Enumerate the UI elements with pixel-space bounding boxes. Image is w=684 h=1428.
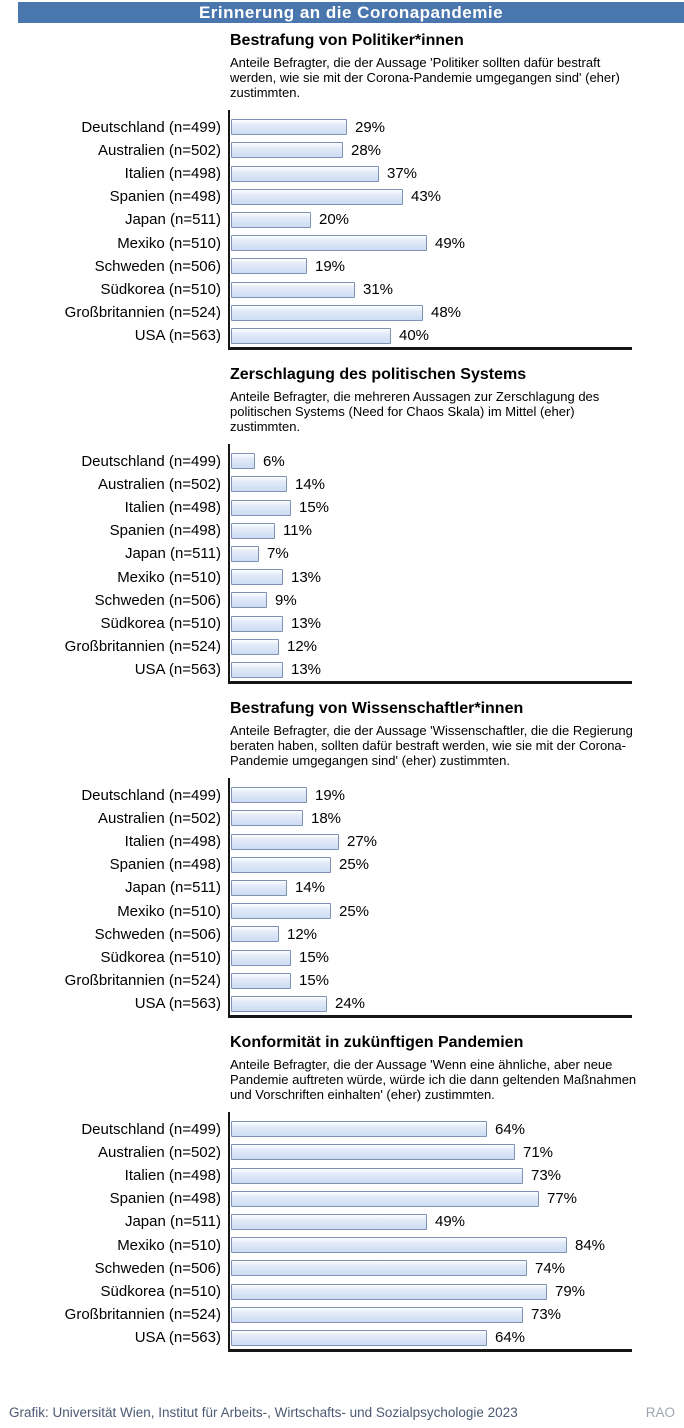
value-label: 15% (299, 499, 330, 517)
bar-row (230, 1164, 632, 1187)
value-label: 12% (287, 925, 318, 943)
category-label: Großbritannien (n=524) (64, 972, 221, 990)
value-label: 25% (339, 902, 370, 920)
category-label: Südkorea (n=510) (100, 948, 221, 966)
bar (231, 119, 347, 135)
value-label: 71% (523, 1143, 554, 1161)
plot-area (0, 110, 684, 351)
value-label: 14% (295, 879, 326, 897)
category-label: Schweden (n=506) (94, 257, 221, 275)
bar (231, 282, 355, 298)
plot-area (0, 444, 684, 685)
bar (231, 235, 427, 251)
category-label: Spanien (n=498) (109, 1190, 221, 1208)
bar (231, 476, 287, 492)
value-label: 27% (347, 833, 378, 851)
category-label: Deutschland (n=499) (81, 786, 221, 804)
bar-row (230, 853, 632, 876)
bar (231, 1330, 487, 1346)
watermark-text: RAO (645, 1405, 675, 1420)
bar-row (230, 1326, 632, 1349)
plot-area (0, 778, 684, 1019)
chart-subtitle: Anteile Befragter, die der Aussage 'Politiker sollten dafür bestraft werden, wie sie mit der Corona-Pandemie umgegangen sind' (eher) zustimmten. (230, 55, 620, 101)
bar-row (230, 1303, 632, 1326)
bar-row (230, 635, 632, 658)
category-label: Mexiko (n=510) (117, 1236, 221, 1254)
category-label: Deutschland (n=499) (81, 452, 221, 470)
category-label: Australien (n=502) (98, 1143, 221, 1161)
bar (231, 500, 291, 516)
bar (231, 834, 339, 850)
bar-row (230, 139, 632, 162)
bar-row (230, 612, 632, 635)
value-label: 43% (411, 188, 442, 206)
bar-row (230, 185, 632, 208)
bar-row (230, 784, 632, 807)
bar (231, 1168, 523, 1184)
category-label: Schweden (n=506) (94, 591, 221, 609)
bar (231, 189, 403, 205)
value-label: 48% (431, 304, 462, 322)
bar (231, 569, 283, 585)
bar (231, 926, 279, 942)
bar (231, 142, 343, 158)
value-label: 15% (299, 949, 330, 967)
bar-row (230, 1118, 632, 1141)
category-label: Deutschland (n=499) (81, 1120, 221, 1138)
category-label: Großbritannien (n=524) (64, 1306, 221, 1324)
bar-row (230, 807, 632, 830)
category-label: Südkorea (n=510) (100, 614, 221, 632)
category-label: Japan (n=511) (124, 1213, 221, 1231)
bar (231, 950, 291, 966)
bars-area (228, 444, 632, 685)
value-label: 79% (555, 1283, 586, 1301)
footer (0, 1405, 684, 1420)
category-axis (0, 444, 228, 685)
chart-title: Zerschlagung des politischen Systems (230, 366, 527, 383)
category-label: Südkorea (n=510) (100, 1282, 221, 1300)
value-label: 74% (535, 1259, 566, 1277)
category-label: Spanien (n=498) (109, 188, 221, 206)
bar (231, 1214, 427, 1230)
bar (231, 166, 379, 182)
bar-row (230, 923, 632, 946)
bar-row (230, 450, 632, 473)
value-label: 13% (291, 615, 322, 633)
value-label: 25% (339, 856, 370, 874)
bar-row (230, 566, 632, 589)
category-label: Italien (n=498) (124, 832, 221, 850)
category-label: Mexiko (n=510) (117, 234, 221, 252)
bar-row (230, 830, 632, 853)
bar-row (230, 589, 632, 612)
category-label: USA (n=563) (134, 327, 221, 345)
category-label: Schweden (n=506) (94, 925, 221, 943)
value-label: 13% (291, 661, 322, 679)
category-label: Schweden (n=506) (94, 1259, 221, 1277)
category-label: Mexiko (n=510) (117, 902, 221, 920)
bar-row (230, 473, 632, 496)
bar-row (230, 1141, 632, 1164)
value-label: 11% (283, 522, 312, 540)
bar (231, 212, 311, 228)
value-label: 73% (531, 1306, 562, 1324)
bar (231, 903, 331, 919)
bar-row (230, 542, 632, 565)
value-label: 13% (291, 568, 322, 586)
value-label: 49% (435, 1213, 466, 1231)
bars-area (228, 1112, 632, 1353)
category-label: Mexiko (n=510) (117, 568, 221, 586)
bar-row (230, 1187, 632, 1210)
chart-subtitle: Anteile Befragter, die mehreren Aussagen zur Zerschlagung des politischen Systems (Need for Chaos Skala) im Mittel (eher) zustimmten. (230, 389, 600, 435)
bar-row (230, 1234, 632, 1257)
chart-header (230, 32, 684, 101)
bar-row (230, 116, 632, 139)
value-label: 31% (363, 281, 394, 299)
category-label: Australien (n=502) (98, 809, 221, 827)
bar-row (230, 876, 632, 899)
bar (231, 1260, 527, 1276)
category-label: Spanien (n=498) (109, 856, 221, 874)
bar (231, 453, 255, 469)
value-label: 19% (315, 786, 346, 804)
bar (231, 1284, 547, 1300)
bar (231, 328, 391, 344)
bar (231, 305, 423, 321)
category-label: Italien (n=498) (124, 164, 221, 182)
category-label: Australien (n=502) (98, 475, 221, 493)
bar (231, 662, 283, 678)
bar (231, 1237, 567, 1253)
chart-konformitaet-pandemien (0, 1034, 684, 1359)
value-label: 49% (435, 234, 466, 252)
value-label: 6% (263, 452, 285, 470)
value-label: 73% (531, 1167, 562, 1185)
value-label: 15% (299, 972, 330, 990)
bar (231, 1307, 523, 1323)
bars-area (228, 778, 632, 1019)
bar-row (230, 900, 632, 923)
category-axis (0, 778, 228, 1019)
bar-row (230, 255, 632, 278)
bar-row (230, 324, 632, 347)
category-axis (0, 1112, 228, 1353)
bar (231, 546, 259, 562)
category-label: Japan (n=511) (124, 545, 221, 563)
chart-subtitle: Anteile Befragter, die der Aussage 'Wenn eine ähnliche, aber neue Pandemie auftreten würde, würde ich die dann geltenden Maßnahmen und Vorschriften einhalten' (eher) zustimmten. (230, 1057, 637, 1103)
bar-row (230, 162, 632, 185)
bar (231, 1121, 487, 1137)
value-label: 64% (495, 1120, 526, 1138)
value-label: 18% (311, 809, 342, 827)
category-label: Großbritannien (n=524) (64, 304, 221, 322)
category-label: Deutschland (n=499) (81, 118, 221, 136)
value-label: 20% (319, 211, 350, 229)
category-label: Australien (n=502) (98, 141, 221, 159)
chart-bestrafung-politiker (0, 32, 684, 357)
bar (231, 523, 275, 539)
plot-area (0, 1112, 684, 1353)
bar (231, 857, 331, 873)
chart-title: Bestrafung von Wissenschaftler*innen (230, 700, 524, 717)
bar-row (230, 1210, 632, 1233)
category-label: USA (n=563) (134, 661, 221, 679)
bar-row (230, 1257, 632, 1280)
category-label: Südkorea (n=510) (100, 280, 221, 298)
bar (231, 996, 327, 1012)
bar (231, 810, 303, 826)
value-label: 40% (399, 327, 430, 345)
category-axis (0, 110, 228, 351)
chart-zerschlagung-system (0, 366, 684, 691)
value-label: 19% (315, 257, 346, 275)
category-label: USA (n=563) (134, 995, 221, 1013)
chart-subtitle: Anteile Befragter, die der Aussage 'Wissenschaftler, die die Regierung beraten haben, sollten dafür bestraft werden, wie sie mit der Corona-Pandemie umgegangen sind' (eher) zustimmten. (230, 723, 633, 769)
category-label: Italien (n=498) (124, 498, 221, 516)
bar (231, 258, 307, 274)
category-label: Großbritannien (n=524) (64, 638, 221, 656)
page-title: Erinnerung an die Coronapandemie (18, 2, 684, 23)
value-label: 84% (575, 1236, 606, 1254)
value-label: 28% (351, 141, 382, 159)
bar-row (230, 992, 632, 1015)
value-label: 64% (495, 1329, 526, 1347)
category-label: Spanien (n=498) (109, 522, 221, 540)
bar-row (230, 208, 632, 231)
value-label: 77% (547, 1190, 578, 1208)
chart-bestrafung-wissenschaftler (0, 700, 684, 1025)
bar-row (230, 1280, 632, 1303)
value-label: 37% (387, 165, 418, 183)
bar (231, 1191, 539, 1207)
category-label: USA (n=563) (134, 1329, 221, 1347)
bar-row (230, 519, 632, 542)
bar-row (230, 946, 632, 969)
bar (231, 616, 283, 632)
value-label: 9% (275, 591, 297, 609)
chart-title: Bestrafung von Politiker*innen (230, 32, 464, 49)
category-label: Japan (n=511) (124, 879, 221, 897)
bars-area (228, 110, 632, 351)
chart-header (230, 366, 684, 435)
bar (231, 787, 307, 803)
bar-row (230, 278, 632, 301)
value-label: 14% (295, 475, 326, 493)
credit-text: Grafik: Universität Wien, Institut für Arbeits-, Wirtschafts- und Sozialpsychologie 2023 (9, 1405, 518, 1420)
value-label: 24% (335, 995, 366, 1013)
category-label: Italien (n=498) (124, 1166, 221, 1184)
bar (231, 639, 279, 655)
bar (231, 973, 291, 989)
value-label: 29% (355, 118, 386, 136)
bar (231, 592, 267, 608)
bar-row (230, 969, 632, 992)
chart-header (230, 1034, 684, 1103)
category-label: Japan (n=511) (124, 211, 221, 229)
bar (231, 880, 287, 896)
bar (231, 1144, 515, 1160)
bar-row (230, 301, 632, 324)
chart-header (230, 700, 684, 769)
bar-row (230, 232, 632, 255)
value-label: 7% (267, 545, 289, 563)
bar-row (230, 496, 632, 519)
chart-title: Konformität in zukünftigen Pandemien (230, 1034, 524, 1051)
bar-row (230, 658, 632, 681)
value-label: 12% (287, 638, 318, 656)
